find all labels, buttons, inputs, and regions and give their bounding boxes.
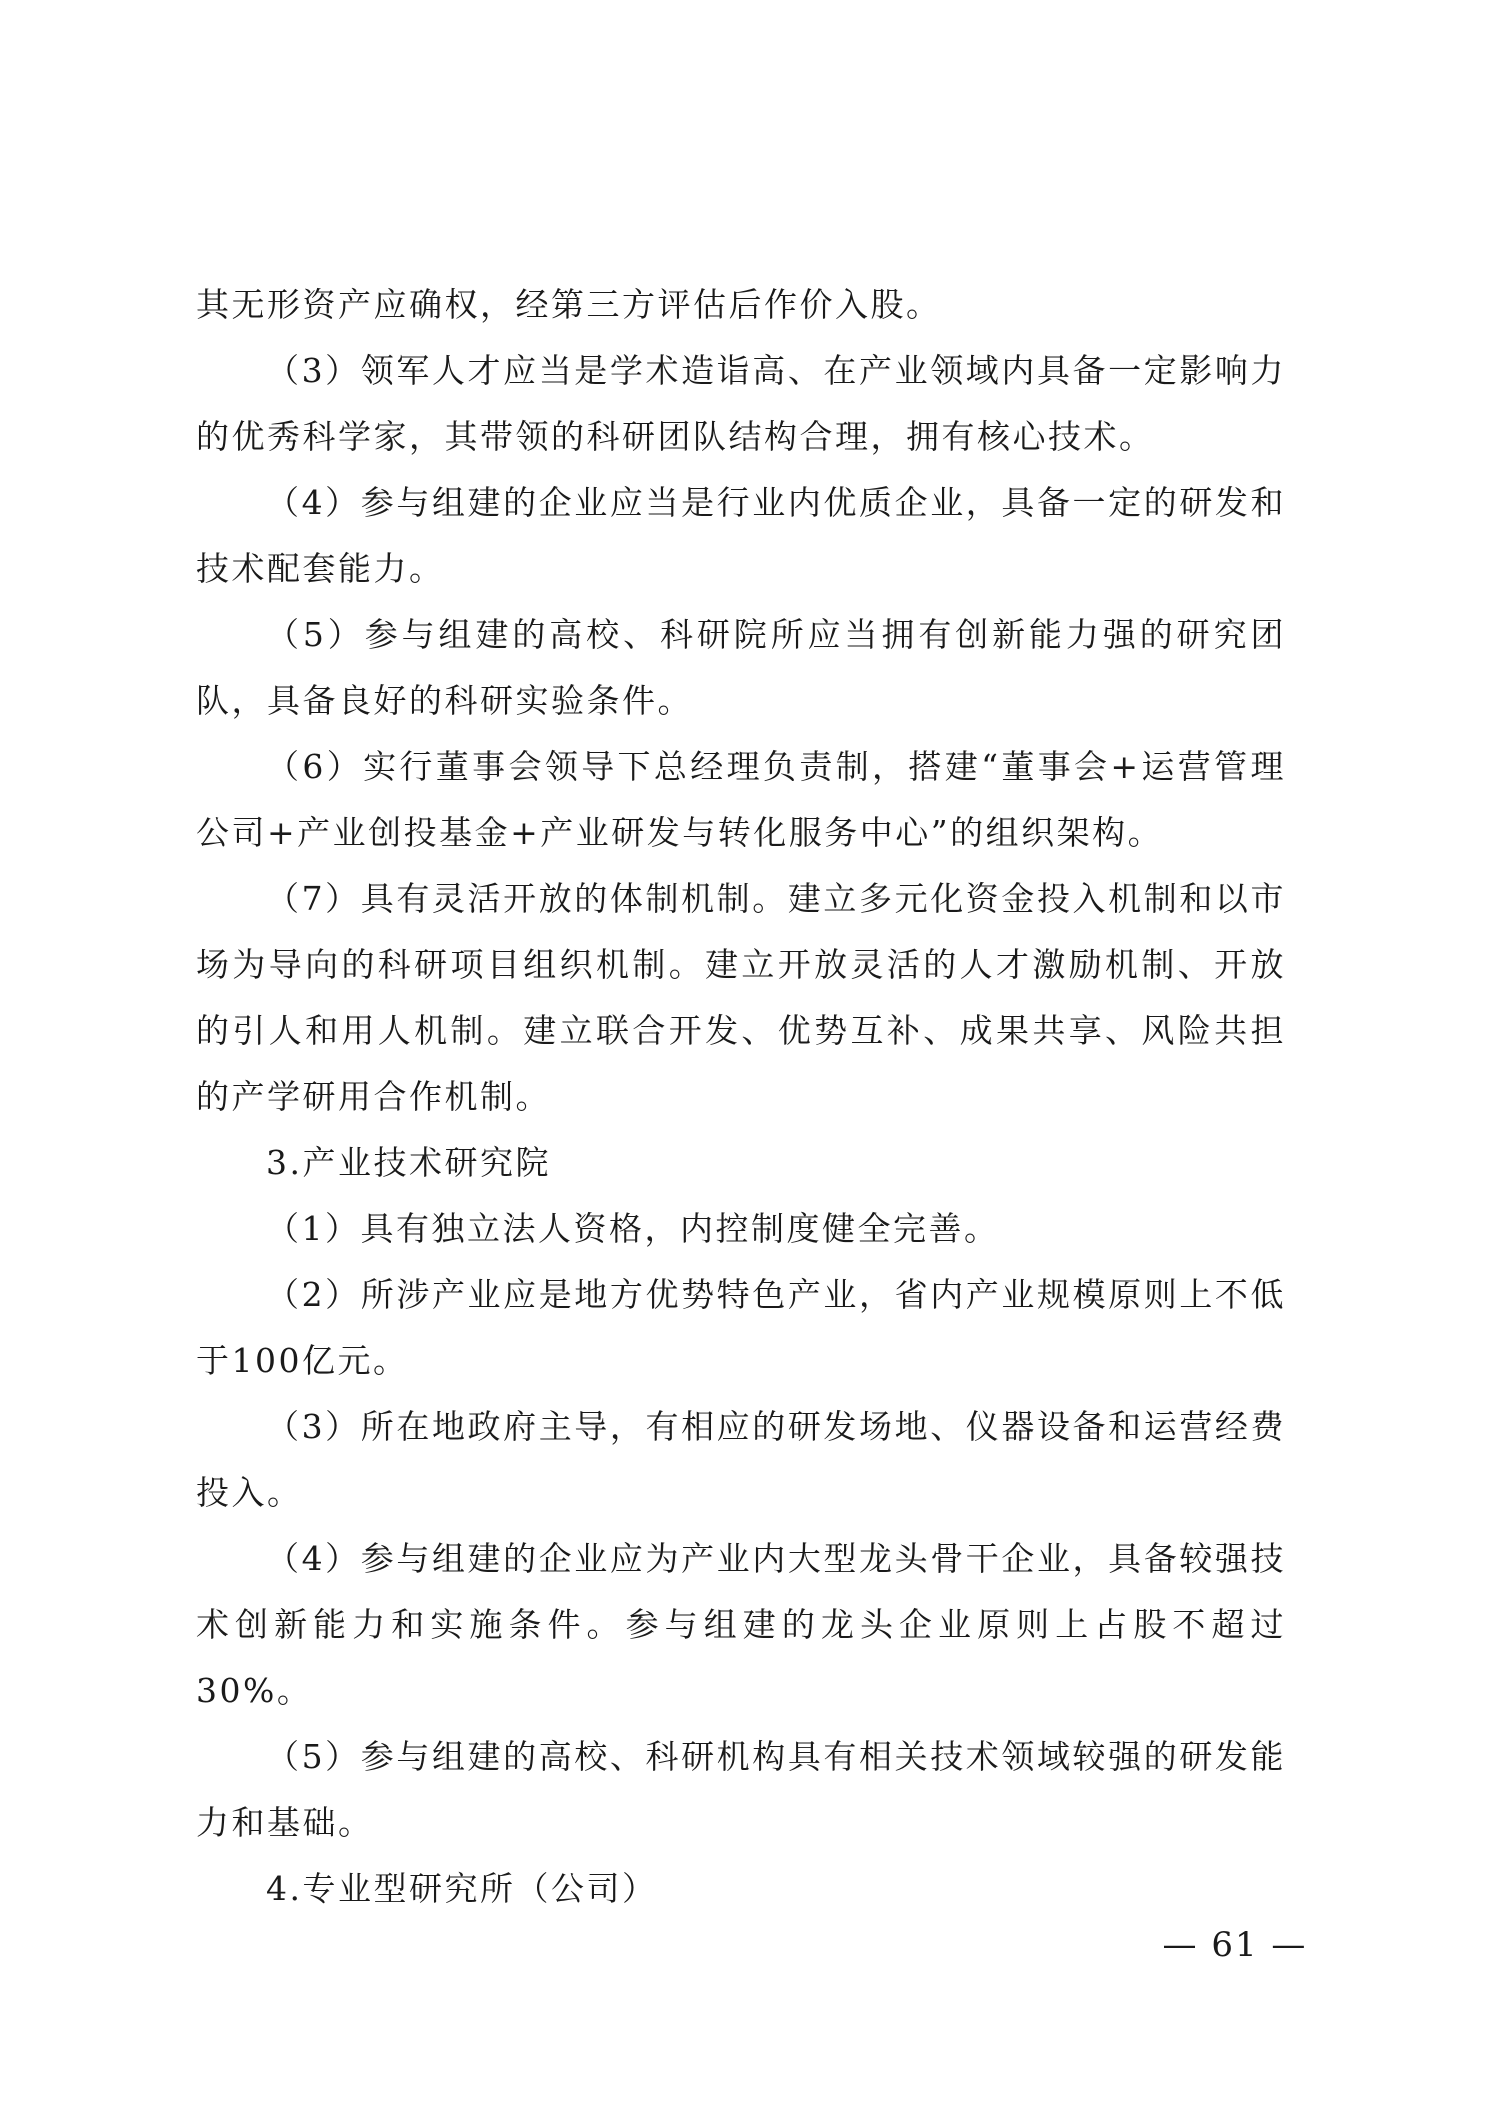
paragraph-item-3-leader: （3）领军人才应当是学术造诣高、在产业领域内具备一定影响力的优秀科学家，其带领的科研团队结构合理，拥有核心技术。 bbox=[196, 351, 1286, 456]
paragraph-item-3-government: （3）所在地政府主导，有相应的研发场地、仪器设备和运营经费投入。 bbox=[196, 1407, 1286, 1512]
section-heading-4: 4.专业型研究所（公司） bbox=[266, 1869, 658, 1908]
paragraph-item-7-mechanism: （7）具有灵活开放的体制机制。建立多元化资金投入机制和以市场为导向的科研项目组织机制。建立开放灵活的人才激励机制、开放的引人和用人机制。建立联合开发、优势互补、成果共享、风险共担的产学研用合作机制。 bbox=[196, 879, 1286, 1116]
paragraph-continuation: 其无形资产应确权，经第三方评估后作价入股。 bbox=[196, 285, 942, 324]
paragraph-item-5-university: （5）参与组建的高校、科研院所应当拥有创新能力强的研究团队，具备良好的科研实验条件。 bbox=[196, 615, 1286, 720]
paragraph-item-4-leading-enterprise: （4）参与组建的企业应为产业内大型龙头骨干企业，具备较强技术创新能力和实施条件。参与组建的龙头企业原则上占股不超过30%。 bbox=[196, 1539, 1286, 1710]
paragraph-item-4-enterprise: （4）参与组建的企业应当是行业内优质企业，具备一定的研发和技术配套能力。 bbox=[196, 483, 1286, 588]
paragraph-item-2-industry: （2）所涉产业应是地方优势特色产业，省内产业规模原则上不低于100亿元。 bbox=[196, 1275, 1286, 1380]
page-number: — 61 — bbox=[1162, 1925, 1308, 1965]
paragraph-item-1-legal: （1）具有独立法人资格，内控制度健全完善。 bbox=[266, 1209, 1000, 1248]
paragraph-item-6-governance: （6）实行董事会领导下总经理负责制，搭建“董事会+运营管理公司+产业创投基金+产业研发与转化服务中心”的组织架构。 bbox=[196, 747, 1286, 852]
section-heading-3: 3.产业技术研究院 bbox=[266, 1143, 551, 1182]
document-body bbox=[196, 272, 1286, 1922]
paragraph-item-5-research: （5）参与组建的高校、科研机构具有相关技术领域较强的研发能力和基础。 bbox=[196, 1737, 1286, 1842]
